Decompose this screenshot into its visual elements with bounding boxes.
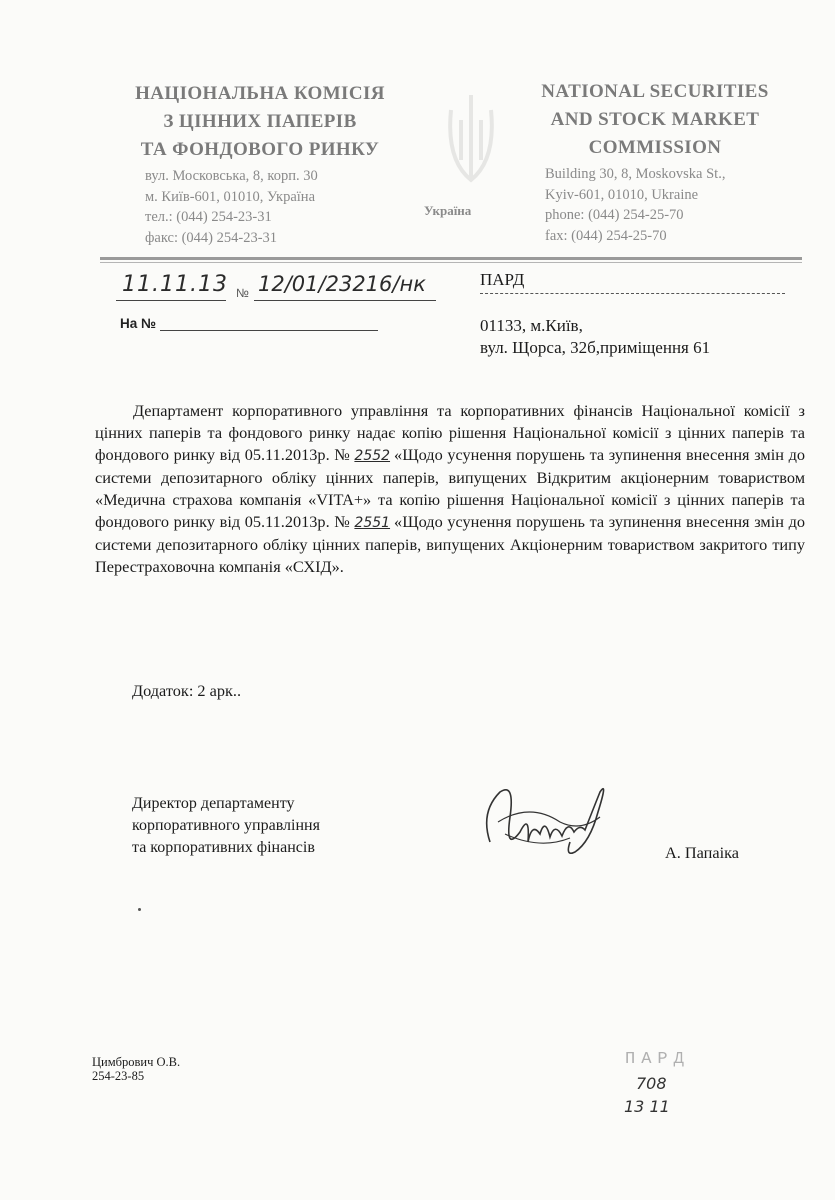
attachment-note: Додаток: 2 арк..	[132, 681, 242, 700]
signatory-title-line-3: та корпоративних фінансів	[132, 839, 315, 856]
org-name-ua-line-1: НАЦІОНАЛЬНА КОМІСІЯ	[135, 83, 385, 104]
handwritten-signature	[470, 772, 620, 872]
executor-name: Цимбрович О.В.	[92, 1055, 181, 1069]
signatory-name: А. Папаіка	[665, 843, 740, 862]
executor-phone: 254-23-85	[92, 1069, 145, 1083]
letter-body	[95, 400, 805, 578]
body-text-part-3: «Щодо усунення порушень та зупинення внесення змін до системи депозитарного обліку цінних паперів, випущених Акціонерним товариством закритого типу Перестраховочна компанія «СХІД».	[95, 512, 806, 576]
address-en	[545, 164, 805, 246]
outgoing-number-label: №	[236, 286, 249, 300]
body-paragraph	[95, 400, 805, 578]
recipient-name: ПАРД	[480, 270, 525, 289]
incoming-stamp-org: ПАРД	[625, 1050, 690, 1069]
org-name-en-line-3: COMMISSION	[588, 137, 722, 158]
outgoing-number: 12/01/23216/нк	[258, 272, 426, 296]
address-ua-city: м. Київ-601, 01010, Україна	[145, 188, 316, 205]
incoming-stamp-number: 708	[636, 1074, 667, 1093]
signatory-title-line-2: корпоративного управління	[132, 817, 320, 834]
outgoing-date: 11.11.13	[122, 272, 228, 297]
recipient-dashed-line	[480, 293, 785, 294]
body-text-part-2: «Щодо усунення порушень та зупинення внесення змін до системи депозитарного обліку цінних паперів, випущених Відкритим акціонерним товариством «Медична страхова компанія «VITA+» та копію рішення Національної комісії з цінних паперів та фондового ринку від 05.11.2013р. №	[95, 445, 806, 531]
org-name-ua-line-2: З ЦІННИХ ПАПЕРІВ	[163, 111, 357, 132]
outgoing-number-underline	[254, 300, 436, 301]
org-name-ua-line-3: ТА ФОНДОВОГО РИНКУ	[140, 139, 380, 160]
decision-2-number: 2551	[354, 515, 391, 531]
speck	[138, 908, 141, 911]
org-name-en-line-1: NATIONAL SECURITIES	[541, 81, 769, 102]
signatory-title-line-1: Директор департаменту	[132, 795, 295, 812]
reply-to-label: На №	[120, 316, 157, 331]
header-ua	[100, 80, 420, 248]
header-rule-thick	[100, 257, 802, 260]
trident-emblem-watermark	[436, 90, 506, 190]
header-en	[505, 78, 805, 246]
header-rule-thin	[100, 262, 802, 263]
address-ua-phone: тел.: (044) 254-23-31	[145, 209, 272, 225]
country-label: Україна	[424, 203, 472, 218]
address-en-phone: phone: (044) 254-25-70	[545, 207, 684, 223]
address-en-city: Kyiv-601, 01010, Ukraine	[545, 186, 699, 203]
decision-1-number: 2552	[354, 448, 391, 464]
address-ua-street: вул. Московська, 8, корп. 30	[145, 168, 318, 184]
body-text-part-1: Департамент корпоративного управління та корпоративних фінансів Національної комісії з цінних паперів та фондового ринку надає копію рішення Національної комісії з цінних паперів та фондового ринку від 05.11.2013р. №	[95, 401, 805, 464]
signatory-title	[132, 793, 320, 859]
address-ua-fax: факс: (044) 254-23-31	[145, 229, 278, 246]
recipient-street: вул. Щорса, 32б,приміщення 61	[480, 338, 711, 357]
outgoing-date-underline	[116, 300, 226, 301]
executor-info	[92, 1055, 180, 1083]
address-ua	[145, 166, 420, 248]
incoming-stamp-date: 13 11	[624, 1097, 670, 1116]
reply-to-underline	[160, 330, 378, 331]
address-en-street: Building 30, 8, Moskovska St.,	[545, 166, 726, 182]
address-en-fax: fax: (044) 254-25-70	[545, 227, 667, 244]
org-name-en-line-2: AND STOCK MARKET	[550, 109, 760, 130]
recipient-city: 01133, м.Київ,	[480, 316, 583, 335]
